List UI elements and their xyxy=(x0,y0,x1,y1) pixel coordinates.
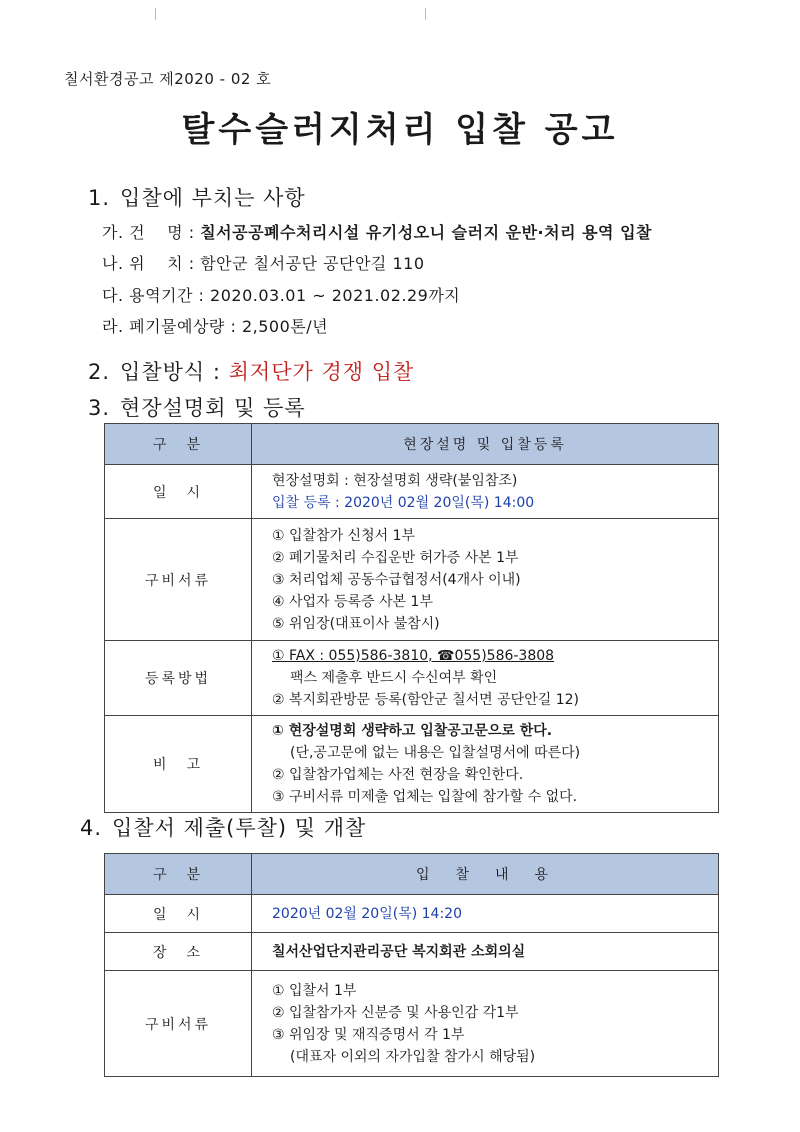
table-header-left: 구 분 xyxy=(105,424,252,465)
section2-heading xyxy=(88,356,414,386)
row-content xyxy=(252,895,719,933)
section1-item xyxy=(102,283,460,306)
table-row xyxy=(105,465,719,519)
row-line: ② 복지회관방문 등록(함안군 칠서면 공단안길 12) xyxy=(272,692,579,708)
submission-table xyxy=(104,853,719,1077)
row-line: ⑤ 위임장(대표이사 불참시) xyxy=(272,615,440,632)
scan-mark xyxy=(155,8,156,20)
item-value: 함안군 칠서공단 공단안길 110 xyxy=(200,254,425,273)
table-row xyxy=(105,641,719,716)
item-label: 라. 폐기물예상량 : xyxy=(102,317,237,336)
section4-heading xyxy=(80,812,366,842)
row-category: 장 소 xyxy=(105,933,252,971)
section1-item xyxy=(102,314,328,337)
scan-mark xyxy=(425,8,426,20)
section1-number: 1. xyxy=(88,186,111,210)
row-line: ③ 위임장 및 재직증명서 각 1부 xyxy=(272,1026,465,1043)
section1-item xyxy=(102,220,652,243)
row-line: ② 폐기물처리 수집운반 허가증 사본 1부 xyxy=(272,549,519,566)
row-line: ② 입찰참가업체는 사전 현장을 확인한다. xyxy=(272,767,524,783)
section1-item xyxy=(102,251,425,274)
row-category: 구비서류 xyxy=(105,519,252,641)
row-line: ① 현장설명회 생략하고 입찰공고문으로 한다. xyxy=(272,723,553,739)
row-line: 현장설명회 : 현장설명회 생략(붙임참조) xyxy=(272,472,518,489)
row-line: ③ 구비서류 미제출 업체는 입찰에 참가할 수 없다. xyxy=(272,789,578,805)
row-line: ① 입찰참가 신청서 1부 xyxy=(272,527,416,544)
row-content xyxy=(252,465,719,519)
table-row xyxy=(105,519,719,641)
section1-heading xyxy=(88,182,306,212)
row-line: ① 입찰서 1부 xyxy=(272,982,357,999)
row-line: 입찰 등록 : 2020년 02월 20일(목) 14:00 xyxy=(272,494,535,511)
row-category: 구비서류 xyxy=(105,971,252,1077)
item-label: 가. 건 명 : xyxy=(102,223,195,242)
item-label: 나. 위 치 : xyxy=(102,254,195,273)
row-line: 칠서산업단지관리공단 복지회관 소회의실 xyxy=(272,943,526,960)
row-line: ① FAX : 055)586-3810, ☎055)586-3808 xyxy=(272,648,555,664)
row-line: 2020년 02월 20일(목) 14:20 xyxy=(272,905,462,922)
notice-number: 칠서환경공고 제2020 - 02 호 xyxy=(64,70,272,88)
section2-title: 입찰방식 : xyxy=(120,360,221,384)
row-content xyxy=(252,716,719,813)
table-header-row xyxy=(105,424,719,465)
row-category: 일 시 xyxy=(105,895,252,933)
row-line: (단,공고문에 없는 내용은 입찰설명서에 따른다) xyxy=(290,745,581,761)
table-header-row xyxy=(105,854,719,895)
section4-title: 입찰서 제출(투찰) 및 개찰 xyxy=(112,816,367,840)
section3-number: 3. xyxy=(88,396,111,420)
table-row xyxy=(105,895,719,933)
table-row xyxy=(105,716,719,813)
row-content xyxy=(252,971,719,1077)
item-value: 칠서공공폐수처리시설 유기성오니 슬러지 운반·처리 용역 입찰 xyxy=(200,223,652,242)
row-line: ② 입찰참가자 신분증 및 사용인감 각1부 xyxy=(272,1004,519,1021)
item-value: 2020.03.01 ~ 2021.02.29까지 xyxy=(210,286,461,305)
row-category: 등록방법 xyxy=(105,641,252,716)
section4-number: 4. xyxy=(80,816,103,840)
row-content xyxy=(252,641,719,716)
row-line: 팩스 제출후 반드시 수신여부 확인 xyxy=(290,670,498,686)
section2-number: 2. xyxy=(88,360,111,384)
table-row xyxy=(105,971,719,1077)
row-line: ③ 처리업체 공동수급협정서(4개사 이내) xyxy=(272,571,521,588)
section2-value: 최저단가 경쟁 입찰 xyxy=(228,360,415,384)
table-row xyxy=(105,933,719,971)
section3-title: 현장설명회 및 등록 xyxy=(120,396,306,420)
row-line: ④ 사업자 등록증 사본 1부 xyxy=(272,593,433,610)
row-category: 비 고 xyxy=(105,716,252,813)
row-content xyxy=(252,933,719,971)
section1-title: 입찰에 부치는 사항 xyxy=(120,186,306,210)
item-value: 2,500톤/년 xyxy=(241,317,329,336)
table-header-right: 현장설명 및 입찰등록 xyxy=(252,424,719,465)
page-title: 탈수슬러지처리 입찰 공고 xyxy=(181,110,619,150)
item-label: 다. 용역기간 : xyxy=(102,286,205,305)
section3-heading xyxy=(88,392,306,422)
row-content xyxy=(252,519,719,641)
row-line: (대표자 이외의 자가입찰 참가시 해당됨) xyxy=(290,1048,536,1065)
row-category: 일 시 xyxy=(105,465,252,519)
table-header-left: 구 분 xyxy=(105,854,252,895)
registration-table xyxy=(104,423,719,813)
table-header-right: 입 찰 내 용 xyxy=(252,854,719,895)
